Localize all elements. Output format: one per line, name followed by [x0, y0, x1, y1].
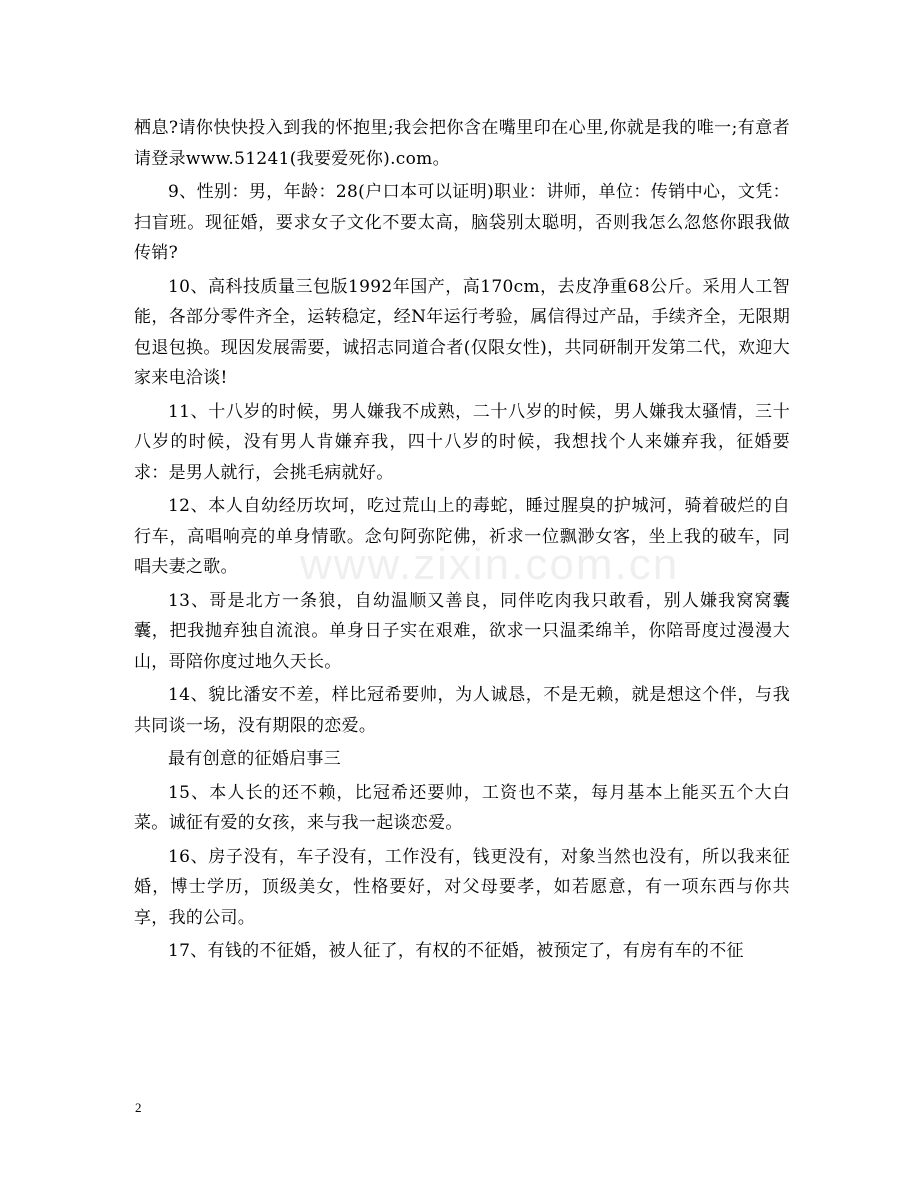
watermark-text: www.zixin.com.cn: [300, 540, 680, 589]
paragraph-item-12: 12、本人自幼经历坎坷，吃过荒山上的毒蛇，睡过腥臭的护城河，骑着破烂的自行车，高唱响亮的单身情歌。念句阿弥陀佛，祈求一位飘渺女客，坐上我的破车，同唱夫妻之歌。: [134, 496, 790, 577]
paragraph-item-11: 11、十八岁的时候，男人嫌我不成熟，二十八岁的时候，男人嫌我太骚情，三十八岁的时候，没有男人肯嫌弃我，四十八岁的时候，我想找个人来嫌弃我，征婚要求：是男人就行，会挑毛病就好。: [134, 401, 790, 483]
section-heading: 最有创意的征婚启事三: [168, 749, 341, 769]
paragraph-item-16: 16、房子没有，车子没有，工作没有，钱更没有，对象当然也没有，所以我来征婚，博士学历，顶级美女，性格要好，对父母要孝，如若愿意，有一项东西与你共享，我的公司。: [134, 846, 790, 928]
paragraph-item-10: 10、高科技质量三包版1992年国产，高170cm，去皮净重68公斤。采用人工智能，各部分零件齐全，运转稳定，经N年运行考验，属信得过产品，手续齐全，无限期包退包换。现因发展需要，诚招志同道合者(仅限女性)，共同研制开发第二代，欢迎大家来电洽谈!: [134, 276, 790, 388]
page-number: 2: [135, 1100, 142, 1115]
paragraph-1: 栖息?请你快快投入到我的怀抱里;我会把你含在嘴里印在心里,你就是我的唯一;有意者请登录www.51241(我要爱死你).com。: [134, 118, 790, 169]
paragraph-item-9: 9、性别：男，年龄：28(户口本可以证明)职业：讲师，单位：传销中心，文凭：扫盲班。现征婚，要求女子文化不要太高，脑袋别太聪明，否则我怎么忽悠你跟我做传销?: [134, 182, 790, 263]
paragraph-item-13: 13、哥是北方一条狼，自幼温顺又善良，同伴吃肉我只敢看，别人嫌我窝窝囊囊，把我抛弃独自流浪。单身日子实在艰难，欲求一只温柔绵羊，你陪哥度过漫漫大山，哥陪你度过地久天长。: [134, 590, 790, 672]
paragraph-item-15: 15、本人长的还不赖，比冠希还要帅，工资也不菜，每月基本上能买五个大白菜。诚征有爱的女孩，来与我一起谈恋爱。: [134, 782, 790, 833]
paragraph-item-14: 14、貌比潘安不差，样比冠希要帅，为人诚恳，不是无赖，就是想这个伴，与我共同谈一场，没有期限的恋爱。: [134, 685, 790, 736]
document-body: [134, 113, 790, 967]
paragraph-item-17: 17、有钱的不征婚，被人征了，有权的不征婚，被预定了，有房有车的不征: [168, 941, 744, 961]
